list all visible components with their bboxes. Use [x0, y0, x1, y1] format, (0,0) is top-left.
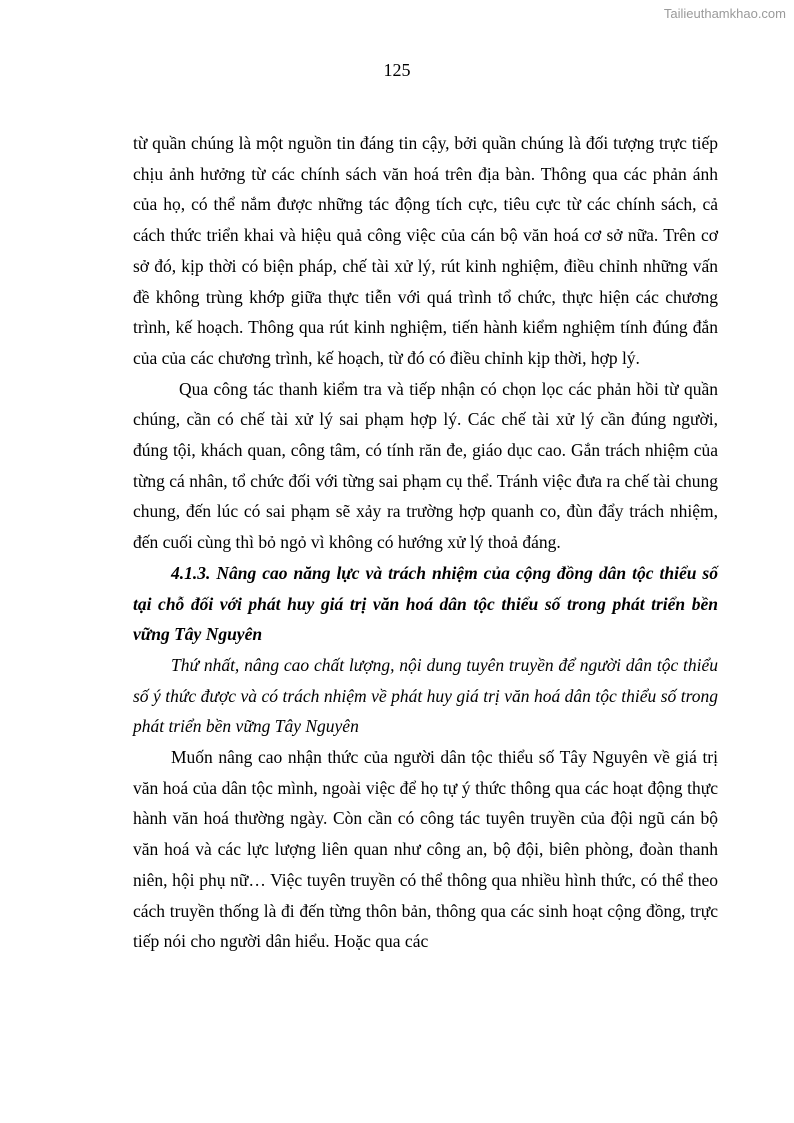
- paragraph-continuation: từ quần chúng là một nguồn tin đáng tin cậy, bởi quần chúng là đối tượng trực tiếp chịu ảnh hưởng từ các chính sách văn hoá trên địa bàn. Thông qua các phản ánh của họ, có thể nắm được những tác động tích cực, tiêu cực từ các chính sách, cả cách thức triển khai và hiệu quả công việc của cán bộ văn hoá cơ sở nữa. Trên cơ sở đó, kịp thời có biện pháp, chế tài xử lý, rút kinh nghiệm, điều chỉnh những vấn đề không trùng khớp giữa thực tiễn với quá trình tổ chức, thực hiện các chương trình, kế hoạch. Thông qua rút kinh nghiệm, tiến hành kiểm nghiệm tính đúng đắn của của các chương trình, kế hoạch, từ đó có điều chỉnh kịp thời, hợp lý.: [133, 133, 718, 368]
- paragraph-inspection: Qua công tác thanh kiểm tra và tiếp nhận có chọn lọc các phản hồi từ quần chúng, cần có chế tài xử lý sai phạm hợp lý. Các chế tài xử lý cần đúng người, đúng tội, khách quan, công tâm, có tính răn đe, giáo dục cao. Gắn trách nhiệm của từng cá nhân, tổ chức đối với từng sai phạm cụ thể. Tránh việc đưa ra chế tài chung chung, đến lúc có sai phạm sẽ xảy ra trường hợp quanh co, đùn đẩy trách nhiệm, đến cuối cùng thì bỏ ngỏ vì không có hướng xử lý thoả đáng.: [133, 378, 718, 553]
- document-body: [133, 128, 718, 957]
- watermark: Tailieuthamkhao.com: [663, 6, 786, 21]
- paragraph-awareness: Muốn nâng cao nhận thức của người dân tộc thiểu số Tây Nguyên về giá trị văn hoá của dân tộc mình, ngoài việc để họ tự ý thức thông qua các hoạt động thực hành văn hoá thường ngày. Còn cần có công tác tuyên truyền của đội ngũ cán bộ văn hoá và các lực lượng liên quan như công an, bộ đội, biên phòng, đoàn thanh niên, hội phụ nữ… Việc tuyên truyền có thể thông qua nhiều hình thức, có thể theo cách truyền thống là đi đến từng thôn bản, thông qua các sinh hoạt cộng đồng, trực tiếp nói cho người dân hiểu. Hoặc qua các: [133, 747, 718, 952]
- section-heading: 4.1.3. Nâng cao năng lực và trách nhiệm của cộng đồng dân tộc thiểu số tại chỗ đối với phát huy giá trị văn hoá dân tộc thiểu số trong phát triển bền vững Tây Nguyên: [133, 562, 718, 645]
- subsection-heading: Thứ nhất, nâng cao chất lượng, nội dung tuyên truyền để người dân tộc thiểu số ý thức được và có trách nhiệm về phát huy giá trị văn hoá dân tộc thiểu số trong phát triển bền vững Tây Nguyên: [133, 654, 718, 737]
- page-number: 125: [383, 60, 411, 80]
